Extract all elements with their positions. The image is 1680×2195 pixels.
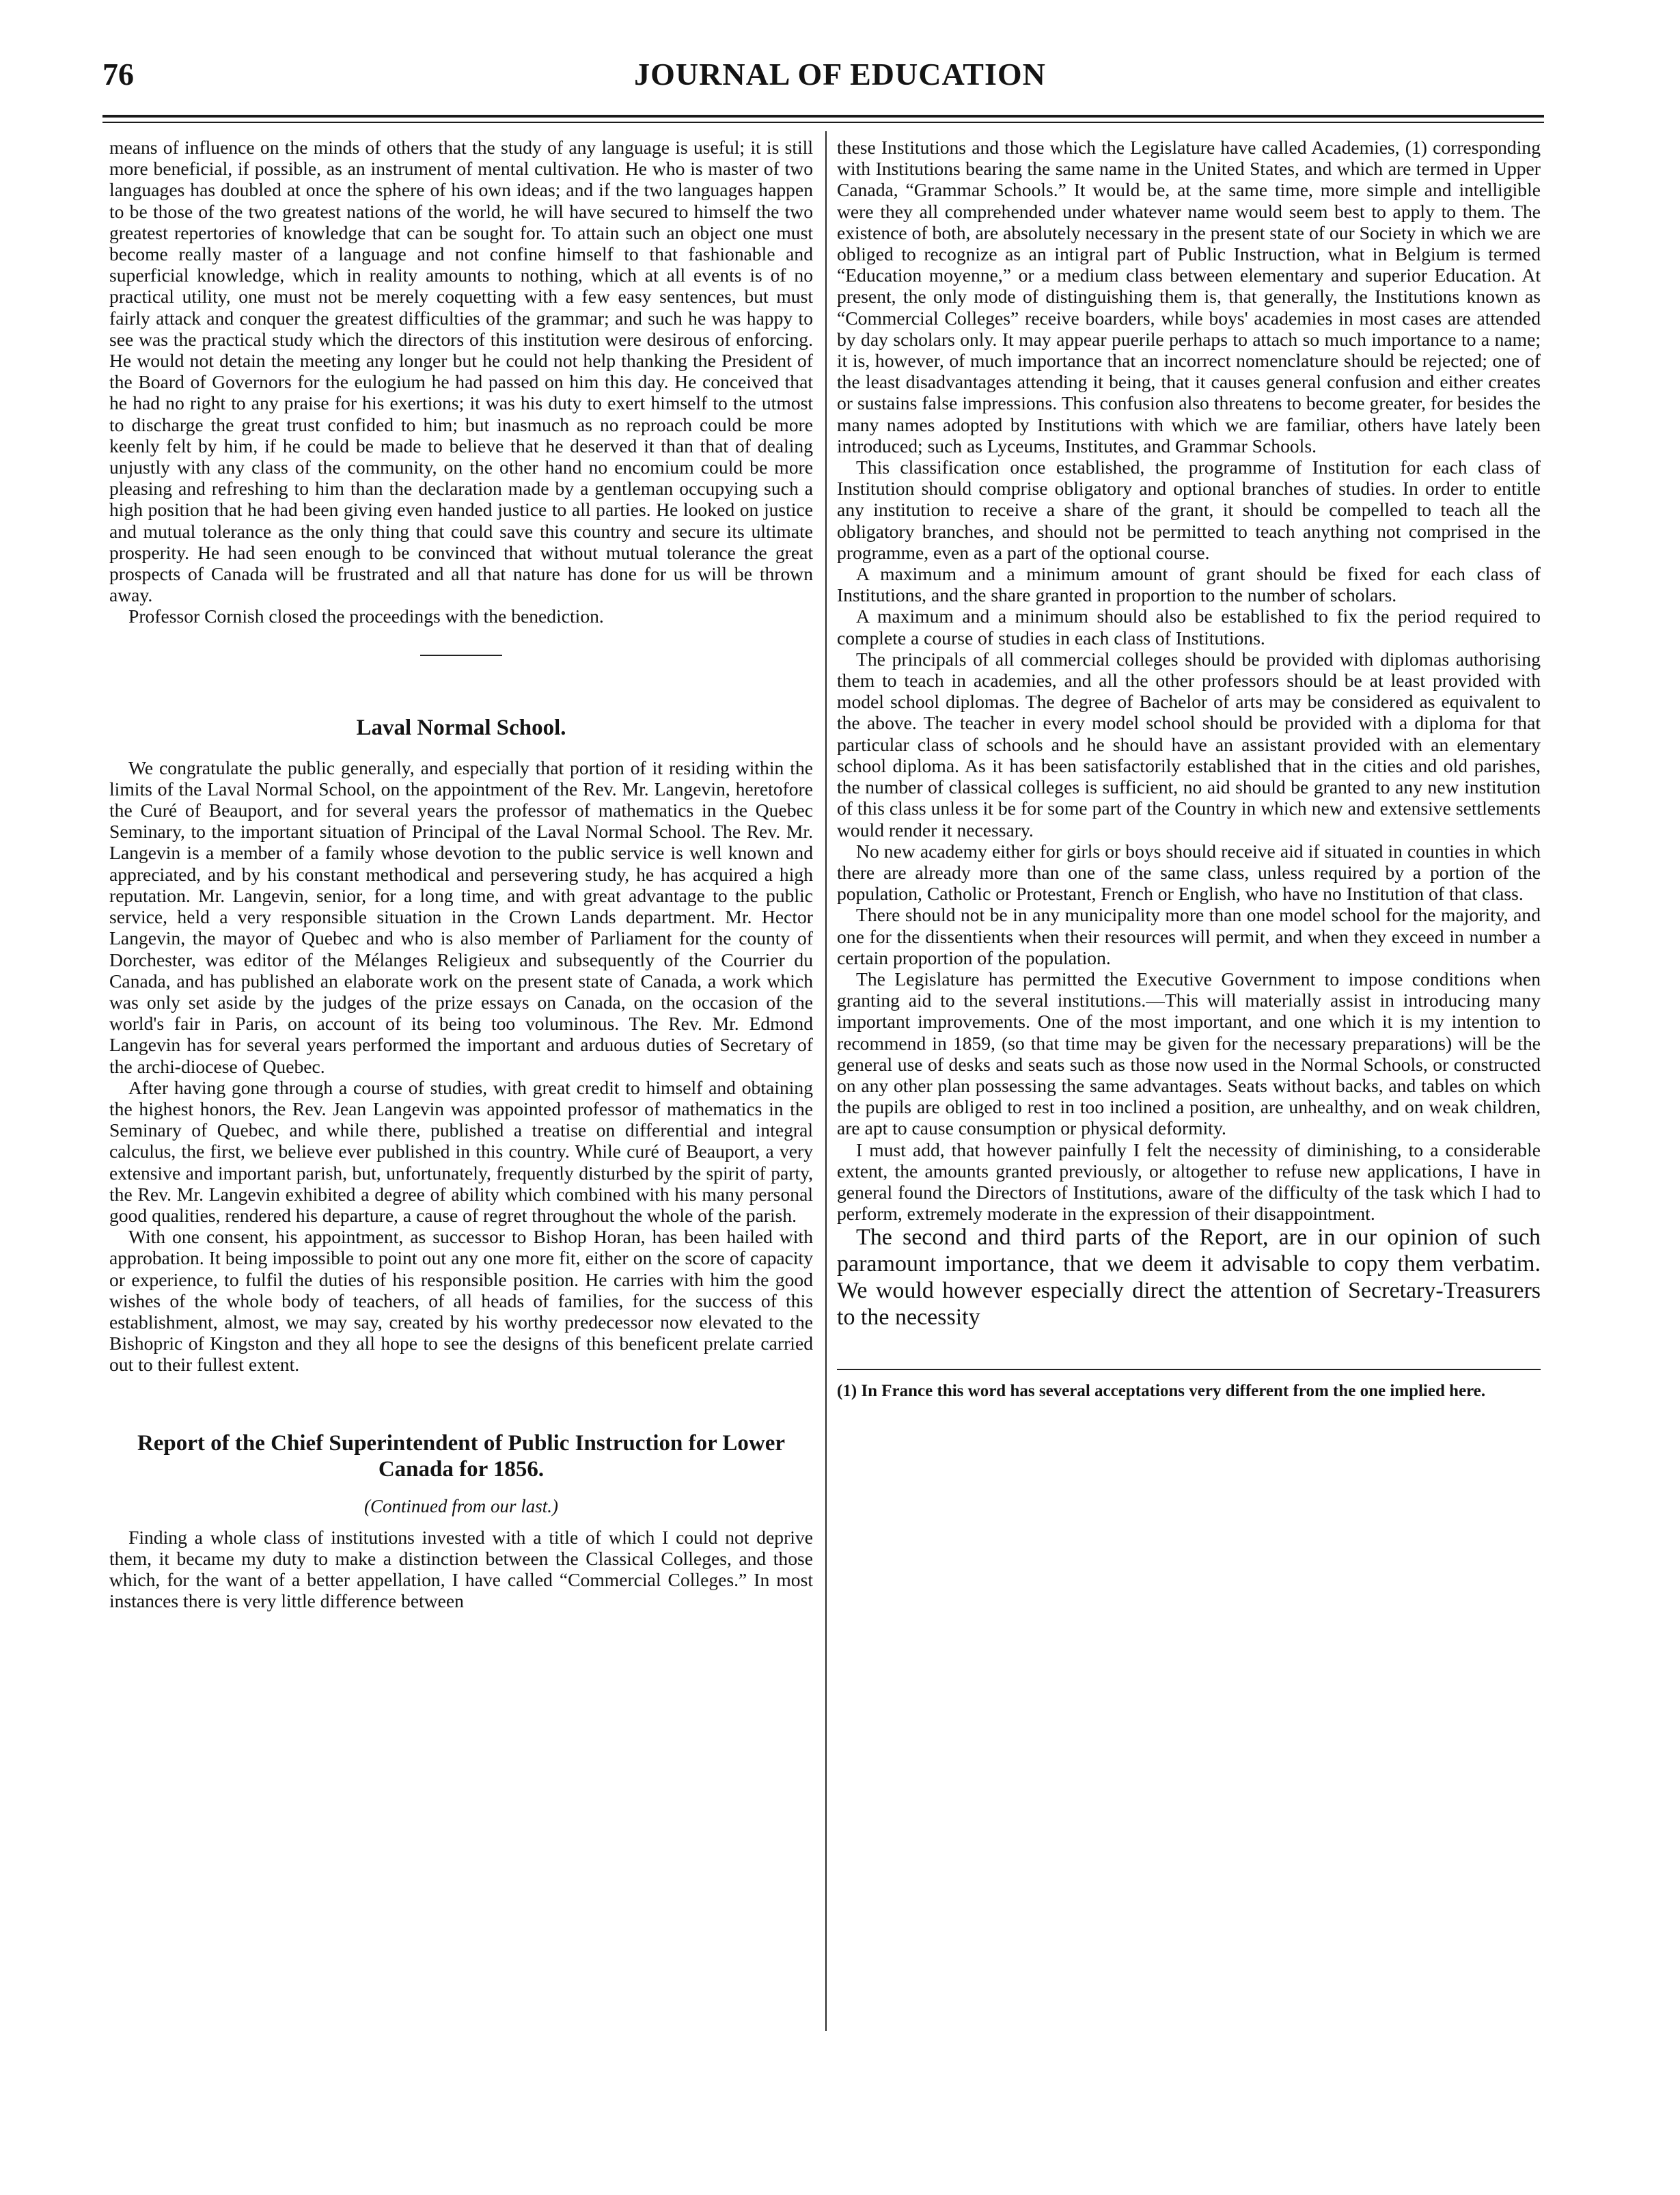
footnote: (1) In France this word has several acceptations very different from the one implied here. bbox=[837, 1382, 1486, 1401]
laval-paragraph-1: We congratulate the public generally, and especially that portion of it residing within the limits of the Laval Normal School, on the appointment of the Rev. Mr. Langevin, heretofore the Curé of Beauport, and for several years the professor of mathematics in the Quebec Seminary, to the important situation of Principal of the Laval Normal School. The Rev. Mr. Langevin is a member of a family whose devotion to the public service is well known and appreciated, and by his constant methodical and persevering study, he has acquired a high reputation. Mr. Langevin, senior, for a long time, and with great advantage to the public service, held a very responsible situation in the Crown Lands department. Mr. Hector Langevin, the mayor of Quebec and who is also member of Parliament for the county of Dorchester, was editor of the Mélanges Religieux and subsequently of the Courrier du Canada, and has published an elaborate work on the present state of Canada, a work which was only set aside by the judges of the prize essays on Canada, on the occasion of the world's fair in Paris, on account of its being too voluminous. The Rev. Mr. Edmond Langevin has for several years performed the important and arduous duties of Secretary of the archi-diocese of Quebec. bbox=[109, 756, 813, 1077]
report-paragraph-7: No new academy either for girls or boys should receive aid if situated in counties in which there are already more than one of the same class, unless required by a portion of the population, Catholic or Protestant, French or English, who have no Institution of that class. bbox=[837, 840, 1541, 905]
left-column bbox=[109, 137, 813, 1612]
closing-line: Professor Cornish closed the proceedings with the benediction. bbox=[128, 605, 604, 627]
footnote-rule bbox=[837, 1369, 1541, 1370]
column-divider bbox=[825, 131, 827, 2031]
section-divider bbox=[420, 655, 502, 656]
running-title: JOURNAL OF EDUCATION bbox=[634, 57, 1046, 92]
section-heading-report: Report of the Chief Superintendent of Public Instruction for Lower Canada for 1856. bbox=[137, 1430, 786, 1482]
laval-paragraph-2: After having gone through a course of studies, with great credit to himself and obtaining the highest honors, the Rev. Jean Langevin was appointed professor of mathematics in the Seminary of Quebec, and while there, published a treatise on differential and integral calculus, the first, we believe ever published in this country. While curé of Beauport, a very extensive and important parish, but, unfortunately, frequently disturbed by the spirit of party, the Rev. Mr. Langevin exhibited a degree of ability which combined with his many personal good qualities, rendered his departure, a cause of regret throughout the whole of the parish. bbox=[109, 1076, 813, 1226]
report-paragraph-4: A maximum and a minimum amount of grant should be fixed for each class of Institutions, and the share granted in proportion to the number of scholars. bbox=[837, 563, 1541, 606]
report-paragraph-8: There should not be in any municipality more than one model school for the majority, and one for the dissentients when their resources will permit, and when they exceed in number a certain proportion of the population. bbox=[837, 904, 1541, 968]
report-paragraph-2: these Institutions and those which the Legislature have called Academies, (1) corresponding with Institutions bearing the same name in the United States, and which are termed in Upper Canada, “Grammar Schools.” It would be, at the same time, more simple and intelligible were they all comprehended under whatever name would seem best to apply to them. The existence of both, are absolutely necessary in the present state of our Society in which we are obliged to recognize as an intigral part of Public Instruction, what in Belgium is termed “Education moyenne,” or a medium class between elementary and superior Education. At present, the only mode of distinguishing them is, that generally, the Institutions known as “Commercial Colleges” receive boarders, while boys' academies in most cases are attended by day scholars only. It may appear puerile perhaps to attach so much importance to a name; it is, however, of much importance that an incorrect nomenclature should be rejected; one of the least disadvantages attending it being, that it causes general confusion and either creates or sustains false impressions. This confusion also threatens to become greater, for besides the many names adopted by Institutions with which we are familiar, others have lately been introduced; such as Lyceums, Institutes, and Grammar Schools. bbox=[837, 137, 1541, 456]
report-paragraph-6: The principals of all commercial colleges should be provided with diplomas authorising them to teach in academies, and all the other professors should be at least provided with model school diplomas. The degree of Bachelor of arts may be considered as equivalent to the above. The teacher in every model school should be provided with a diploma for that particular class of schools and he should have an assistant provided with an elementary school diploma. As it has been satisfactorily established that in the cities and old parishes, the number of classical colleges is sufficient, no aid should be granted to any new institution of this class unless it be for some part of the Country in which new and extensive settlements would render it necessary. bbox=[837, 648, 1541, 841]
laval-paragraph-3: With one consent, his appointment, as successor to Bishop Horan, has been hailed with approbation. It being impossible to point out any one more fit, either on the score of capacity or experience, to fulfil the duties of his responsible position. He carries with him the good wishes of the whole body of teachers, of all heads of families, for the success of this establishment, almost, we may say, created by his worthy predecessor now elevated to the Bishopric of Kingston and they all hope to see the designs of this beneficent prelate carried out to their fullest extent. bbox=[109, 1226, 813, 1376]
report-paragraph-3: This classification once established, the programme of Institution for each class of Institution should comprise obligatory and optional branches of studies. In order to entitle any institution to receive a share of the grant, it should be compelled to teach all the obligatory branches, and should not be permitted to teach anything not comprised in the programme, even as a part of the optional course. bbox=[837, 456, 1541, 563]
page-number: 76 bbox=[102, 57, 134, 92]
header-rule-thin bbox=[102, 122, 1544, 123]
intro-paragraph: means of influence on the minds of others that the study of any language is useful; it is still more beneficial, if possible, as an instrument of mental cultivation. He who is master of two languages has doubled at once the sphere of his own ideas; and if the two languages happen to be those of the two greatest nations of the world, he will have secured to himself the two greatest repertories of knowledge that can be sought for. To attain such an object one must become really master of a language and not confine himself to that fashionable and superficial knowledge, which in reality amounts to nothing, which at all events is of no practical utility, one must not be merely coquetting with a few easy sentences, but must fairly attack and conquer the greatest difficulties of the grammar; and such he was happy to see was the practical study which the directors of this institution were desirous of enforcing. He would not detain the meeting any longer but he could not help thanking the President of the Board of Governors for the eulogium he had passed on him this day. He conceived that he had no right to any praise for his exertions; it was his duty to exert himself to the utmost to discharge the great trust confided to him; but inasmuch as no reproach could be more keenly felt by him, if he could be made to believe that he deserved it than that of dealing unjustly with any class of the community, on the other hand no encomium could be more pleasing and refreshing to him than the declaration made by a gentleman occupying such a high position that he had been giving even handed justice to all parties. He looked on justice and mutual tolerance as the only thing that could save this country and secure its ultimate prosperity. He had seen enough to be convinced that without mutual tolerance the great prospects of Canada will be frustrated and all that nature has done for us will be thrown away. bbox=[109, 137, 813, 606]
report-paragraph-1: Finding a whole class of institutions invested with a title of which I could not deprive them, it became my duty to make a distinction between the Classical Colleges, and those which, for the want of a better appellation, I have called “Commercial Colleges.” In most instances there is very little difference between bbox=[109, 1526, 813, 1612]
section-heading-laval: Laval Normal School. bbox=[356, 715, 566, 740]
header-rule-thick bbox=[102, 115, 1544, 118]
report-paragraph-9: The Legislature has permitted the Executive Government to impose conditions when granting aid to the several institutions.—This will materially assist in introducing many important improvements. One of the most important, and one which it is my intention to recommend in 1859, (so that time may be given for the necessary preparations) will be the general use of desks and seats such as those now used in the Normal Schools, or constructed on any other plan possessing the same advantages. Seats without backs, and tables on which the pupils are obliged to rest in too inclined a position, are unhealthy, and on weak children, are apt to cause consumption or physical deformity. bbox=[837, 968, 1541, 1139]
editorial-paragraph: The second and third parts of the Report, are in our opinion of such paramount importance, that we deem it advisable to copy them verbatim. We would however especially direct the attention of Secretary-Treasurers to the necessity bbox=[837, 1225, 1541, 1331]
report-paragraph-5: A maximum and a minimum should also be established to fix the period required to complete a course of studies in each class of Institutions. bbox=[837, 605, 1541, 649]
report-paragraph-10: I must add, that however painfully I felt the necessity of diminishing, to a considerable extent, the amounts granted previously, or altogether to refuse new applications, I have in general found the Directors of Institutions, aware of the difficulty of the task which I had to perform, extremely moderate in the expression of their disappointment. bbox=[837, 1139, 1541, 1225]
continued-note: (Continued from our last.) bbox=[363, 1495, 558, 1516]
right-column bbox=[837, 137, 1541, 1401]
